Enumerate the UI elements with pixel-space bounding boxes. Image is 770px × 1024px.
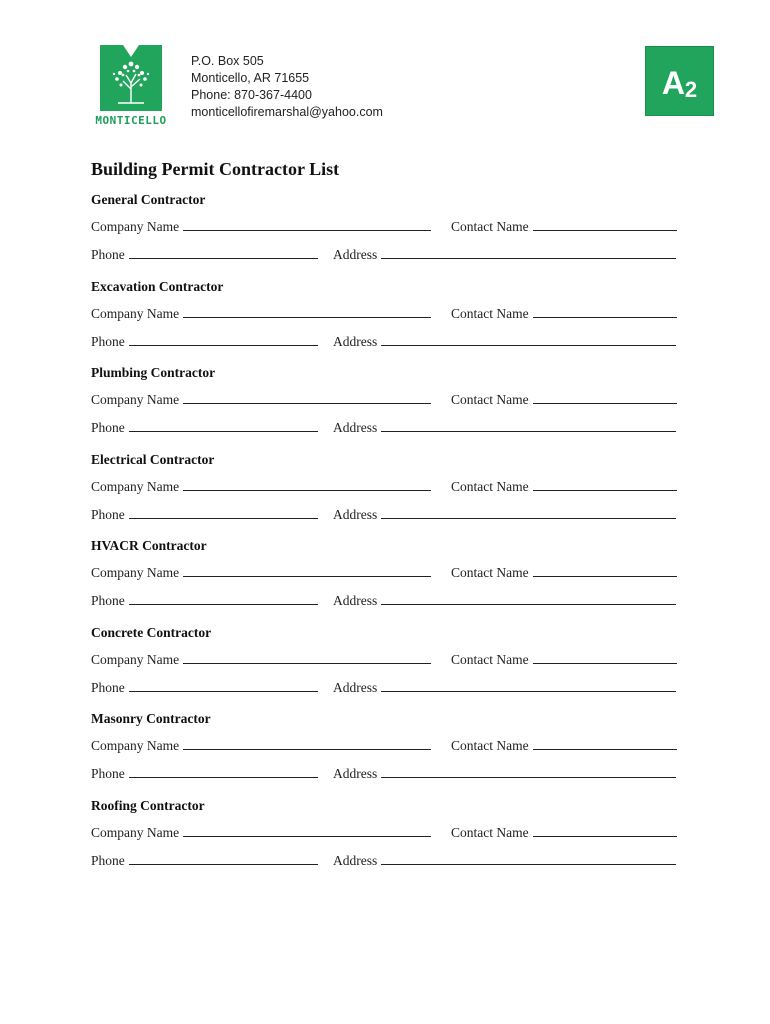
- blank-fill-line[interactable]: [533, 304, 677, 318]
- field-label: Company Name: [91, 738, 180, 753]
- contact-name-field: [451, 390, 677, 408]
- field-label: Phone: [91, 766, 125, 781]
- blank-fill-line[interactable]: [381, 505, 676, 519]
- phone-field: [91, 678, 318, 696]
- company-name-field: [91, 736, 431, 754]
- field-label: Address: [333, 247, 378, 262]
- contractor-section: [0, 711, 770, 791]
- contact-name-field: [451, 217, 677, 235]
- badge-letter: A: [661, 64, 685, 101]
- blank-fill-line[interactable]: [129, 851, 318, 865]
- blank-fill-line[interactable]: [533, 736, 677, 750]
- phone-field: [91, 418, 318, 436]
- field-label: Phone: [91, 420, 125, 435]
- field-label: Company Name: [91, 652, 180, 667]
- address-field: [333, 764, 676, 782]
- address-field: [333, 678, 676, 696]
- contact-name-field: [451, 563, 677, 581]
- blank-fill-line[interactable]: [183, 563, 431, 577]
- phone-line: Phone: 870-367-4400: [191, 88, 312, 102]
- blank-fill-line[interactable]: [129, 678, 318, 692]
- field-label: Contact Name: [451, 392, 529, 407]
- address-field: [333, 591, 676, 609]
- blank-fill-line[interactable]: [533, 390, 677, 404]
- blank-fill-line[interactable]: [129, 764, 318, 778]
- blank-fill-line[interactable]: [533, 477, 677, 491]
- section-heading: Electrical Contractor: [91, 452, 215, 467]
- field-label: Contact Name: [451, 825, 529, 840]
- company-name-field: [91, 650, 431, 668]
- field-label: Phone: [91, 247, 125, 262]
- address-field: [333, 332, 676, 350]
- tree-logo-icon: [90, 45, 172, 113]
- contractor-section: [0, 365, 770, 445]
- contractor-section: [0, 192, 770, 272]
- phone-field: [91, 332, 318, 350]
- blank-fill-line[interactable]: [381, 851, 676, 865]
- phone-field: [91, 764, 318, 782]
- field-label: Contact Name: [451, 738, 529, 753]
- contractor-section: [0, 538, 770, 618]
- blank-fill-line[interactable]: [533, 650, 677, 664]
- contractor-section: [0, 279, 770, 359]
- field-label: Company Name: [91, 219, 180, 234]
- field-label: Contact Name: [451, 306, 529, 321]
- field-label: Company Name: [91, 565, 180, 580]
- phone-field: [91, 505, 318, 523]
- blank-fill-line[interactable]: [533, 823, 677, 837]
- field-label: Address: [333, 593, 378, 608]
- mailing-address: [191, 53, 383, 121]
- phone-field: [91, 245, 318, 263]
- section-heading: HVACR Contractor: [91, 538, 207, 553]
- blank-fill-line[interactable]: [183, 823, 431, 837]
- address-line: P.O. Box 505: [191, 54, 264, 68]
- company-name-field: [91, 390, 431, 408]
- blank-fill-line[interactable]: [381, 678, 676, 692]
- blank-fill-line[interactable]: [183, 736, 431, 750]
- section-heading: General Contractor: [91, 192, 206, 207]
- monticello-logo: [90, 45, 172, 130]
- field-label: Company Name: [91, 392, 180, 407]
- blank-fill-line[interactable]: [533, 563, 677, 577]
- blank-fill-line[interactable]: [381, 332, 676, 346]
- field-label: Contact Name: [451, 219, 529, 234]
- logo-wordmark: MONTICELLO: [95, 114, 167, 127]
- address-field: [333, 505, 676, 523]
- field-label: Address: [333, 680, 378, 695]
- address-line: Monticello, AR 71655: [191, 71, 310, 85]
- blank-fill-line[interactable]: [129, 505, 318, 519]
- blank-fill-line[interactable]: [129, 591, 318, 605]
- address-field: [333, 851, 676, 869]
- contact-name-field: [451, 736, 677, 754]
- contractor-section: [0, 798, 770, 878]
- contractor-section: [0, 625, 770, 705]
- field-label: Address: [333, 853, 378, 868]
- field-label: Address: [333, 766, 378, 781]
- blank-fill-line[interactable]: [129, 245, 318, 259]
- blank-fill-line[interactable]: [183, 390, 431, 404]
- address-field: [333, 418, 676, 436]
- form-code-badge: [645, 46, 714, 116]
- blank-fill-line[interactable]: [381, 591, 676, 605]
- field-label: Phone: [91, 680, 125, 695]
- blank-fill-line[interactable]: [381, 245, 676, 259]
- contact-name-field: [451, 477, 677, 495]
- company-name-field: [91, 563, 431, 581]
- email-line: monticellofiremarshal@yahoo.com: [191, 105, 383, 119]
- section-heading: Excavation Contractor: [91, 279, 224, 294]
- field-label: Phone: [91, 507, 125, 522]
- company-name-field: [91, 477, 431, 495]
- company-name-field: [91, 823, 431, 841]
- blank-fill-line[interactable]: [183, 477, 431, 491]
- field-label: Address: [333, 334, 378, 349]
- field-label: Phone: [91, 334, 125, 349]
- field-label: Phone: [91, 853, 125, 868]
- field-label: Company Name: [91, 479, 180, 494]
- contact-name-field: [451, 304, 677, 322]
- field-label: Address: [333, 507, 378, 522]
- field-label: Contact Name: [451, 565, 529, 580]
- phone-field: [91, 851, 318, 869]
- badge-subscript: 2: [684, 77, 698, 102]
- section-heading: Roofing Contractor: [91, 798, 205, 813]
- field-label: Contact Name: [451, 652, 529, 667]
- phone-field: [91, 591, 318, 609]
- blank-fill-line[interactable]: [183, 304, 431, 318]
- blank-fill-line[interactable]: [381, 764, 676, 778]
- field-label: Phone: [91, 593, 125, 608]
- field-label: Contact Name: [451, 479, 529, 494]
- company-name-field: [91, 304, 431, 322]
- blank-fill-line[interactable]: [183, 650, 431, 664]
- section-heading: Concrete Contractor: [91, 625, 212, 640]
- section-heading: Plumbing Contractor: [91, 365, 216, 380]
- contact-name-field: [451, 823, 677, 841]
- blank-fill-line[interactable]: [183, 217, 431, 231]
- contact-name-field: [451, 650, 677, 668]
- contractor-section: [0, 452, 770, 532]
- section-heading: Masonry Contractor: [91, 711, 211, 726]
- company-name-field: [91, 217, 431, 235]
- address-field: [333, 245, 676, 263]
- field-label: Company Name: [91, 306, 180, 321]
- field-label: Company Name: [91, 825, 180, 840]
- blank-fill-line[interactable]: [533, 217, 677, 231]
- field-label: Address: [333, 420, 378, 435]
- blank-fill-line[interactable]: [129, 418, 318, 432]
- blank-fill-line[interactable]: [381, 418, 676, 432]
- blank-fill-line[interactable]: [129, 332, 318, 346]
- page-title: Building Permit Contractor List: [91, 159, 340, 179]
